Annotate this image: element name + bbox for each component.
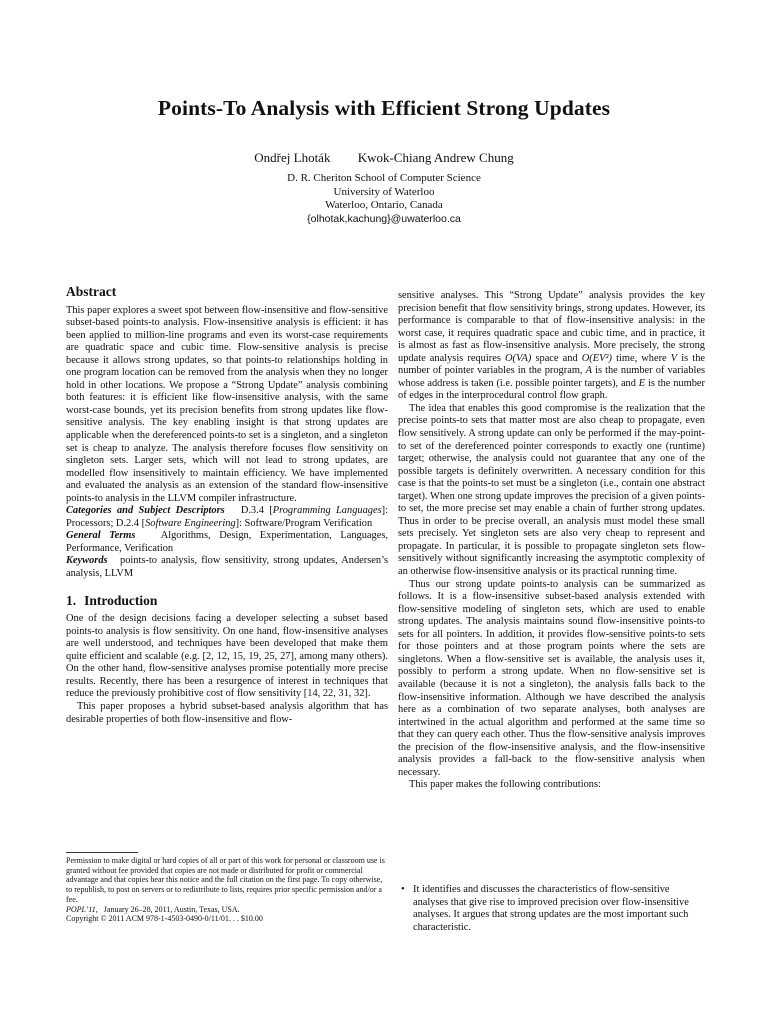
intro-paragraph: This paper proposes a hybrid subset-based analysis algorithm that has desirable properties of both flow-insensitive and flow- <box>66 700 388 725</box>
right-column <box>398 290 705 792</box>
math-expression: O(VA) <box>504 352 532 364</box>
body-paragraph: This paper makes the following contributions: <box>409 779 601 791</box>
paper-title: Points-To Analysis with Efficient Strong Updates <box>157 96 611 120</box>
keywords-label: Keywords <box>66 555 108 567</box>
abstract-text: This paper explores a sweet spot between flow-insensitive and flow-sensitive subset-based points-to analysis. Flow-insensitive analysis is efficient: it has been applied to million-line programs and even its worst-case requirements are quadratic space and cubic time. Flow-sensitive analysis is precise because it allows strong updates, so that points-to relationships holding in one program location can be removed from the analysis when they no longer hold in other locations. We propose a “Strong Update” analysis combining both features: it is efficient like flow-insensitive analysis, with the same worst-case bounds, yet its precision benefits from strong updates like flow-sensitive analysis. The key enabling insight is that strong updates are applicable when the dereferenced points-to set is a singleton, and a singleton set is cheap to analyze. The analysis therefore focuses flow sensitivity on singleton sets. Larger sets, which will not lead to strong updates, are modelled flow insensitively to maintain efficiency. We have implemented and evaluated the analysis as an extension of the standard flow-insensitive points-to analysis in the LLVM compiler infrastructure. <box>66 304 388 504</box>
permission-text: Permission to make digital or hard copies of all or part of this work for personal or classroom use is granted without fee provided that copies are not made or distributed for profit or commercial advantage and that copies bear this notice and the full citation on the first page. To copy otherwise, to republish, to post on servers or to redistribute to lists, requires prior specific permission and/or a fee. <box>66 856 385 904</box>
contributions-list <box>398 884 705 934</box>
author-list <box>0 150 768 166</box>
math-expression: V <box>670 352 678 364</box>
copyright-line: Copyright © 2011 ACM 978-1-4503-0490-0/11/01. . . $10.00 <box>66 914 263 924</box>
author-name: Kwok-Chiang Andrew Chung <box>357 150 514 165</box>
math-expression: O(EV²) <box>581 352 612 364</box>
math-expression: E <box>638 377 646 389</box>
math-expression: A <box>585 365 592 377</box>
general-terms: General Terms Algorithms, Design, Experimentation, Languages, Performance, Verification <box>66 530 388 554</box>
venue-line: POPL’11, January 26–28, 2011, Austin, Texas, USA. <box>66 904 240 914</box>
intro-paragraph: One of the design decisions facing a developer selecting a subset based points-to analysis is flow sensitivity. On one hand, flow-insensitive analyses are well understood, and techniques have been developed that make them quite efficient and scalable (e.g. [2, 12, 15, 19, 25, 27], among many others). On the other hand, flow-sensitive analyses promise potentially more precise results. Recently, there has been a resurgence of interest in techniques that reduce the previously prohibitive cost of flow sensitivity [14, 22, 31, 32]. <box>66 613 388 700</box>
affiliation-location: Waterloo, Ontario, Canada <box>325 199 443 211</box>
body-paragraph: The idea that enables this good compromise is the realization that the precise points-to sets that matter most are also cheap to propagate, even flow sensitively. A strong update can only be performed if the may-point-to set of the dereferenced pointer corresponds to exactly one (runtime) target; otherwise, the analysis could not guarantee that any one of the possible targets is definitely overwritten. A necessary condition for this case is that the points-to set must be a singleton (i.e., contain one abstract target). When one strong update improves the precision of a given points-to set, the more precise set may enable a chain of further strong updates. Thus in order to be precise overall, an analysis must model these small sets precisely. Yet singleton sets are also very cheap to represent and propagate. In particular, it is possible to propagate singleton sets flow-sensitively without significantly increasing the asymptotic complexity of an otherwise flow-insensitive analysis or its practical running time. <box>398 402 705 578</box>
categories-descriptors: Categories and Subject Descriptors D.3.4 [Programming Languages]: Processors; D.2.4 [Software Engineering]: Software/Program Verification <box>66 505 388 529</box>
affiliation <box>0 172 768 226</box>
footnote-divider <box>66 852 138 853</box>
left-column <box>66 286 388 726</box>
body-paragraph: sensitive analyses. This “Strong Update” analysis provides the key precision benefit that flow sensitivity brings, strong updates. However, its performance is comparable to that of flow-insensitive analysis: in the worst case, it requires quadratic space and cubic time, and in practice, it is almost as fast as flow-insensitive analysis. More precisely, the strong update analysis requires O(VA) space and O(EV²) time, where V is the number of pointer variables in the program, A is the number of variables whose address is taken (i.e. possible pointer targets), and E is the number of edges in the interprocedural control flow graph. <box>398 290 706 402</box>
general-terms-label: General Terms <box>66 530 136 542</box>
permission-footnote <box>66 856 388 924</box>
list-item: • It identifies and discusses the characteristics of flow-sensitive analyses that give rise to improved precision over flow-insensitive analyses. It argues that strong updates are the most important such characteristic. <box>401 884 689 933</box>
affiliation-department: D. R. Cheriton School of Computer Science <box>287 172 481 184</box>
keywords: Keywords points-to analysis, flow sensitivity, strong updates, Andersen’s analysis, LLVM <box>66 555 389 580</box>
body-paragraph: Thus our strong update points-to analysis can be summarized as follows. It is a flow-insensitive subset-based analysis extended with flow-sensitive modeling of singleton sets, which are used to enable strong updates. The analysis maintains sound flow-insensitive points-to sets for all pointers. In addition, it provides flow-sensitive points-to sets for those pointers and at those program points where the sets are singletons. When a flow-sensitive set is available, the analysis uses it, possibly to perform a strong update. When no flow-sensitive set is available (because it is not a singleton), the analysis falls back to the flow-insensitive information. Although we have described the analysis here as a combination of two separate analyses, both analyses are intertwined in the actual algorithm and performed at the same time so that they can query each other. Thus the flow-sensitive analysis improves the precision of the flow-insensitive analysis, and the flow-insensitive analysis provides a fall-back to the flow-sensitive analysis when necessary. <box>398 578 705 778</box>
affiliation-university: University of Waterloo <box>333 185 435 198</box>
section-heading-introduction: 1. Introduction <box>66 592 158 608</box>
author-name: Ondřej Lhoták <box>254 150 331 165</box>
abstract-heading: Abstract <box>66 284 117 299</box>
bullet-icon: • <box>401 884 405 895</box>
categories-label: Categories and Subject Descriptors <box>66 505 225 517</box>
author-emails: {olhotak,kachung}@uwaterloo.ca <box>307 212 461 225</box>
